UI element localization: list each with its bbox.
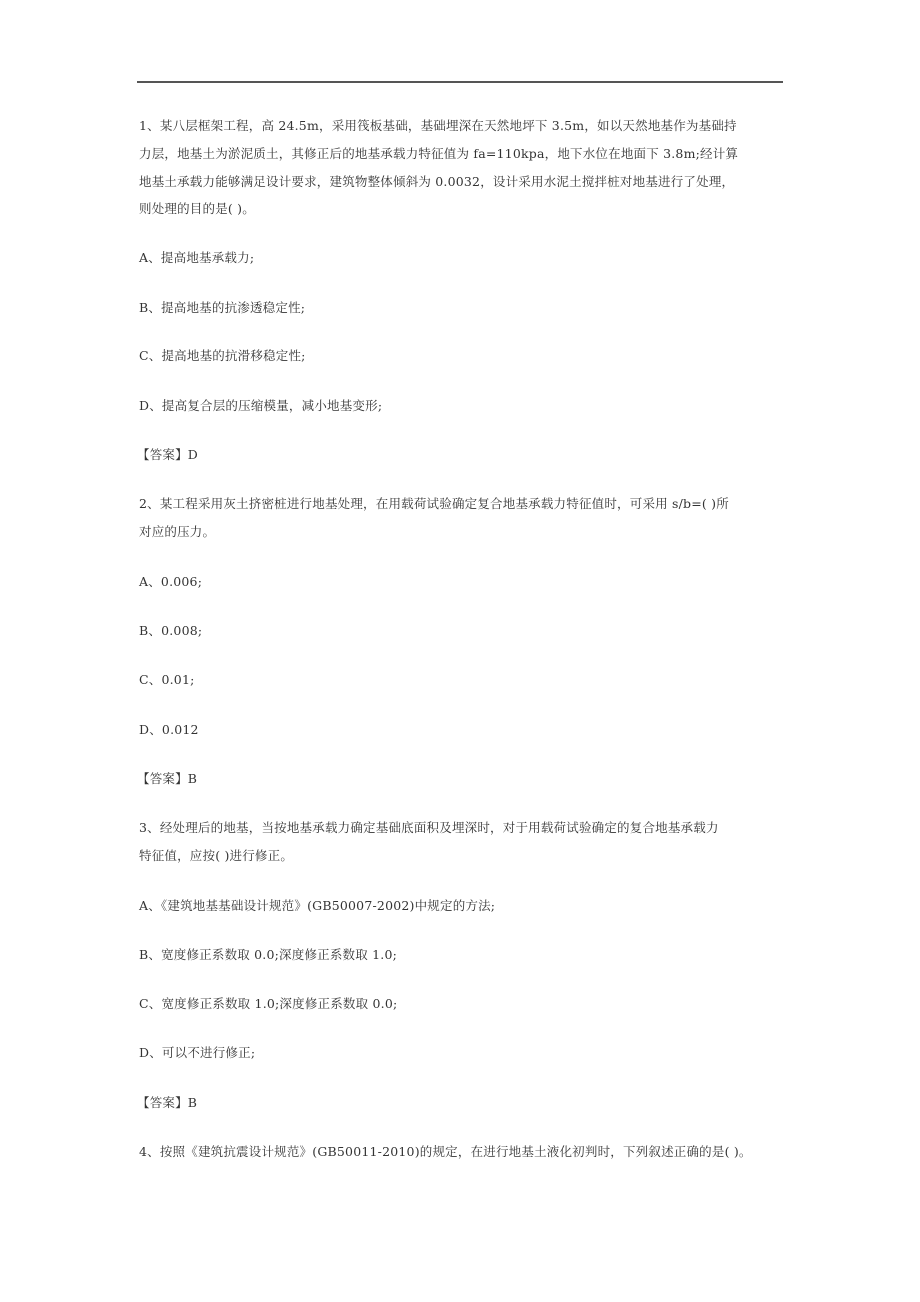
q2-stem-line-1: 2、某工程采用灰土挤密桩进行地基处理，在用载荷试验确定复合地基承载力特征值时，可采用 s/b=( )所: [139, 496, 729, 511]
q1-stem-line-4: 则处理的目的是( )。: [139, 201, 255, 216]
header-rule: [137, 81, 783, 83]
q4-stem-line-1: 4、按照《建筑抗震设计规范》(GB50011-2010)的规定，在进行地基土液化初判时，下列叙述正确的是( )。: [139, 1144, 752, 1159]
q3-stem-line-1: 3、经处理后的地基，当按地基承载力确定基础底面积及埋深时，对于用载荷试验确定的复合地基承载力: [139, 820, 719, 835]
q3-option-d: D、可以不进行修正;: [139, 1045, 256, 1060]
q2-option-c: C、0.01;: [139, 672, 195, 687]
q3-option-a: A、《建筑地基基础设计规范》(GB50007-2002)中规定的方法;: [139, 898, 496, 913]
q1-option-d: D、提高复合层的压缩模量，减小地基变形;: [139, 398, 383, 413]
q2-stem-line-2: 对应的压力。: [139, 524, 216, 539]
q2-answer: 【答案】B: [137, 771, 198, 786]
q2-option-a: A、0.006;: [139, 574, 203, 589]
q1-option-a: A、提高地基承载力;: [139, 250, 255, 265]
q1-option-b: B、提高地基的抗渗透稳定性;: [139, 300, 306, 315]
q1-answer: 【答案】D: [137, 447, 199, 462]
q2-option-d: D、0.012: [139, 722, 199, 737]
q3-option-b: B、宽度修正系数取 0.0;深度修正系数取 1.0;: [139, 947, 398, 962]
q1-stem-line-1: 1、某八层框架工程，高 24.5m，采用筏板基础，基础埋深在天然地坪下 3.5m，如以天然地基作为基础持: [139, 118, 737, 133]
q1-stem-line-3: 地基土承载力能够满足设计要求，建筑物整体倾斜为 0.0032，设计采用水泥土搅拌桩对地基进行了处理，: [139, 174, 735, 189]
q1-option-c: C、提高地基的抗滑移稳定性;: [139, 348, 306, 363]
q3-option-c: C、宽度修正系数取 1.0;深度修正系数取 0.0;: [139, 996, 398, 1011]
q2-option-b: B、0.008;: [139, 623, 203, 638]
q3-answer: 【答案】B: [137, 1095, 198, 1110]
q1-stem-line-2: 力层，地基土为淤泥质土，其修正后的地基承载力特征值为 fa=110kpa，地下水位在地面下 3.8m;经计算: [139, 146, 739, 161]
q3-stem-line-2: 特征值，应按( )进行修正。: [139, 848, 294, 863]
